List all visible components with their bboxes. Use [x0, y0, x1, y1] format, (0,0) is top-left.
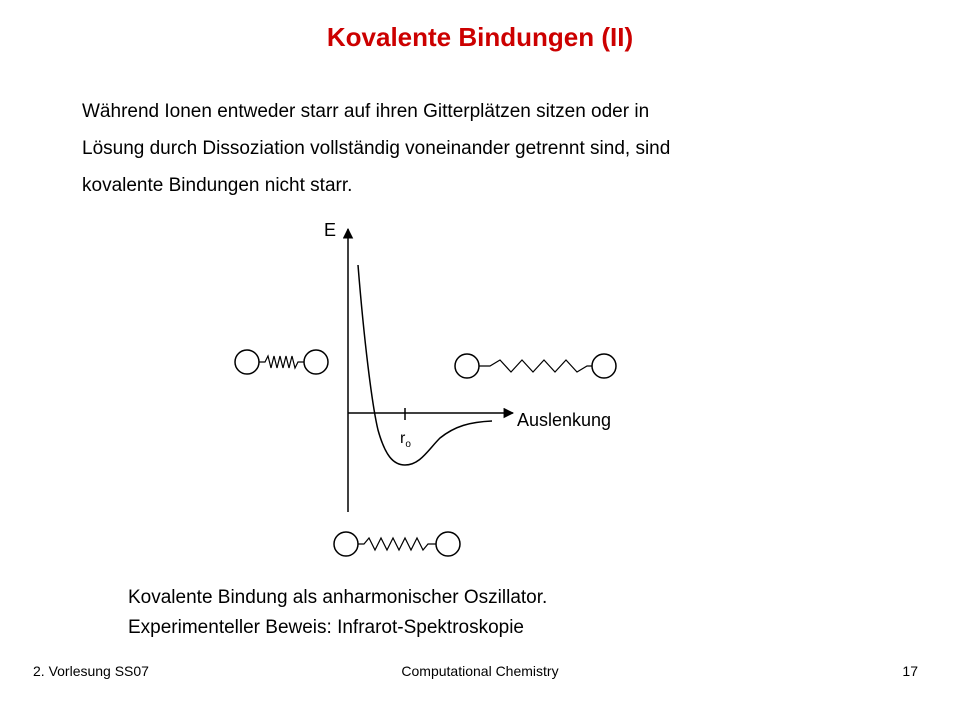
diagram-caption	[128, 583, 547, 643]
displacement-axis-label: Auslenkung	[517, 410, 612, 430]
spring-compressed-icon	[259, 356, 304, 368]
slide-title: Kovalente Bindungen (II)	[326, 22, 634, 52]
atom-icon	[436, 532, 460, 556]
caption-line: Kovalente Bindung als anharmonischer Oszillator.	[128, 587, 548, 608]
atom-icon	[334, 532, 358, 556]
molecule-equilibrium	[334, 532, 460, 556]
atom-icon	[455, 354, 479, 378]
intro-line: kovalente Bindungen nicht starr.	[82, 175, 353, 196]
atom-icon	[304, 350, 328, 374]
intro-line: Während Ionen entweder starr auf ihren Gitterplätzen sitzen oder in	[82, 101, 650, 122]
atom-icon	[235, 350, 259, 374]
molecule-stretched	[455, 354, 616, 378]
spring-equilibrium-icon	[358, 538, 436, 550]
intro-line: Lösung durch Dissoziation vollständig voneinander getrennt sind, sind	[82, 138, 671, 159]
equilibrium-label: $r_o$	[400, 430, 411, 450]
footer-page-number: 17	[902, 663, 918, 679]
caption-line: Experimenteller Beweis: Infrarot-Spektroskopie	[128, 617, 525, 638]
spring-stretched-icon	[479, 360, 592, 372]
footer-lecture: 2. Vorlesung SS07	[33, 663, 149, 679]
footer-course: Computational Chemistry	[401, 663, 559, 679]
energy-axis-label: E	[324, 220, 337, 240]
atom-icon	[592, 354, 616, 378]
molecule-compressed	[235, 350, 328, 374]
